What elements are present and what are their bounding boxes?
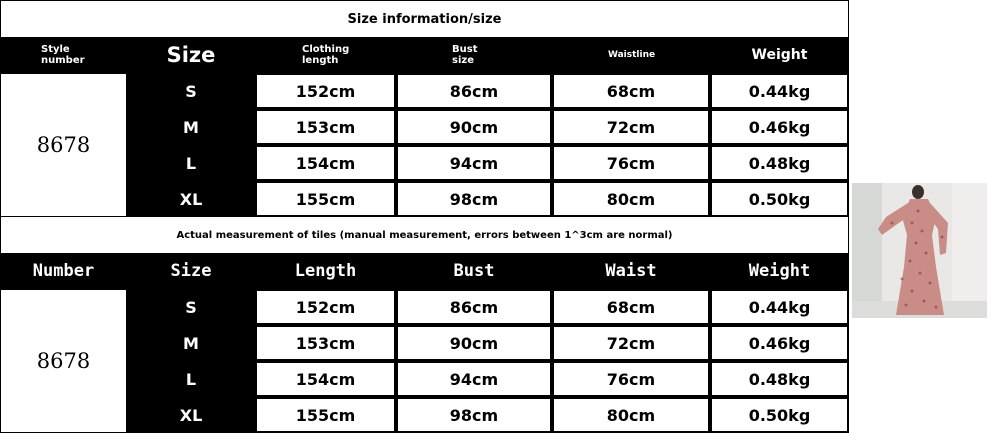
table1-size-s: S <box>127 73 255 109</box>
table2-length-s: 152cm <box>256 290 395 324</box>
table2-length-l: 154cm <box>256 362 395 396</box>
table2-header-weight: Weight <box>748 261 811 281</box>
table1-bust-l: 94cm <box>397 146 551 180</box>
table1-title <box>0 0 849 37</box>
table2-length-m: 153cm <box>256 326 395 360</box>
table1-weight-l: 0.48kg <box>711 146 848 180</box>
table1-header-size: Size <box>166 43 216 67</box>
table1-waist-m: 72cm <box>553 110 709 144</box>
table1-size-m: M <box>127 109 255 145</box>
table1-header-clothing-length: Clothing length <box>302 44 350 66</box>
table2-waist-s: 68cm <box>553 290 709 324</box>
table1-title-text: Size information/size <box>347 11 502 27</box>
table1-bust-xl: 98cm <box>397 182 551 216</box>
table2-bust-l: 94cm <box>397 362 551 396</box>
table2-length-xl: 155cm <box>256 398 395 432</box>
dress-model-illustration <box>852 183 987 318</box>
table2-header-number: Number <box>32 261 95 281</box>
table1-weight-s: 0.44kg <box>711 74 848 108</box>
table2-size-s: S <box>127 289 255 325</box>
table1-waist-l: 76cm <box>553 146 709 180</box>
table2-header-waist: Waist <box>605 261 657 281</box>
table2-header-length: Length <box>294 261 357 281</box>
table1-length-s: 152cm <box>256 74 395 108</box>
table2-weight-s: 0.44kg <box>711 290 848 324</box>
table2-style-number: 8678 <box>1 290 126 432</box>
table2-bust-s: 86cm <box>397 290 551 324</box>
table2-title <box>0 217 849 253</box>
table1-bust-m: 90cm <box>397 110 551 144</box>
table2-size-m: M <box>127 325 255 361</box>
table2-title-text: Actual measurement of tiles (manual measurement, errors between 1^3cm are normal) <box>176 229 673 241</box>
table1-length-l: 154cm <box>256 146 395 180</box>
table2-weight-xl: 0.50kg <box>711 398 848 432</box>
table2-bust-xl: 98cm <box>397 398 551 432</box>
table2-body <box>0 289 849 433</box>
table1-header-style-number: Style number <box>41 44 85 66</box>
table1-weight-xl: 0.50kg <box>711 182 848 216</box>
table1-bust-s: 86cm <box>397 74 551 108</box>
table1-style-number: 8678 <box>1 74 126 216</box>
table2-header-row <box>0 253 849 289</box>
table2-header-size: Size <box>170 261 212 281</box>
table1-waist-xl: 80cm <box>553 182 709 216</box>
table2-size-l: L <box>127 361 255 397</box>
table1-header-bust-size: Bust size <box>452 44 478 66</box>
table2-waist-l: 76cm <box>553 362 709 396</box>
table2-header-bust: Bust <box>453 261 495 281</box>
table2-weight-l: 0.48kg <box>711 362 848 396</box>
table1-length-m: 153cm <box>256 110 395 144</box>
table1-header-waistline: Waistline <box>608 50 656 60</box>
table1-size-xl: XL <box>127 181 255 217</box>
product-photo <box>852 183 987 318</box>
table2-size-xl: XL <box>127 397 255 433</box>
table1-size-l: L <box>127 145 255 181</box>
table2-weight-m: 0.46kg <box>711 326 848 360</box>
table1-body <box>0 73 849 217</box>
table2-waist-m: 72cm <box>553 326 709 360</box>
table1-header-row <box>0 37 849 73</box>
table1-weight-m: 0.46kg <box>711 110 848 144</box>
table1-header-weight: Weight <box>751 47 808 63</box>
table1-length-xl: 155cm <box>256 182 395 216</box>
table1-waist-s: 68cm <box>553 74 709 108</box>
table2-waist-xl: 80cm <box>553 398 709 432</box>
table2-bust-m: 90cm <box>397 326 551 360</box>
